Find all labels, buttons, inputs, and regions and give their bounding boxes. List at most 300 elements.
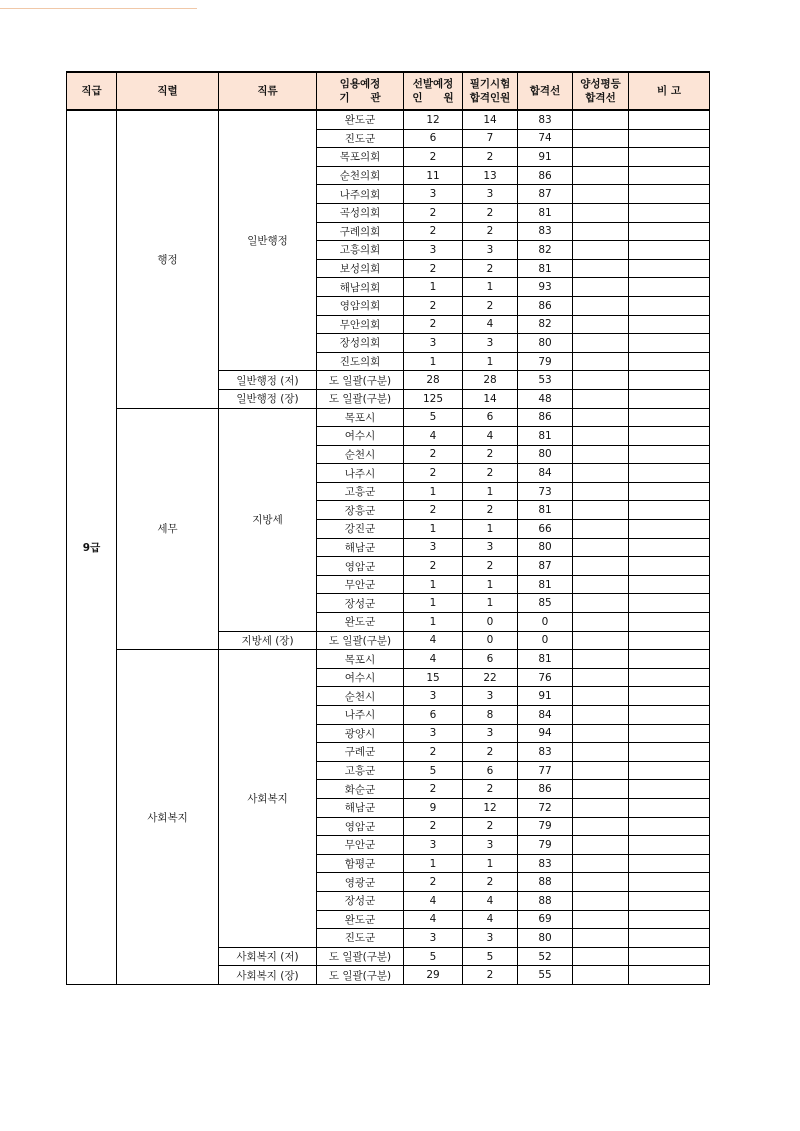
cutoff-cell: 53: [518, 371, 573, 390]
note-cell: [629, 575, 710, 594]
class-cell: 사회복지 (장): [219, 966, 317, 985]
header-row: [67, 72, 710, 110]
planned-cell: 4: [404, 910, 463, 929]
equality-cutoff-cell: [573, 631, 629, 650]
written-passed-cell: 3: [463, 334, 518, 353]
note-cell: [629, 371, 710, 390]
equality-cutoff-cell: [573, 780, 629, 799]
equality-cutoff-cell: [573, 334, 629, 353]
equality-cutoff-cell: [573, 445, 629, 464]
equality-cutoff-cell: [573, 464, 629, 483]
note-cell: [629, 296, 710, 315]
note-cell: [629, 613, 710, 632]
agency-cell: 진도군: [317, 929, 404, 948]
equality-cutoff-cell: [573, 854, 629, 873]
note-cell: [629, 315, 710, 334]
agency-cell: 구례군: [317, 743, 404, 762]
note-cell: [629, 427, 710, 446]
header-class: 직류: [219, 72, 317, 110]
agency-cell: 고흥군: [317, 761, 404, 780]
equality-cutoff-cell: [573, 947, 629, 966]
note-cell: [629, 594, 710, 613]
class-cell: 일반행정 (장): [219, 389, 317, 408]
cutoff-cell: 91: [518, 148, 573, 167]
agency-cell: 무안군: [317, 836, 404, 855]
written-passed-cell: 3: [463, 538, 518, 557]
agency-cell: 순천의회: [317, 166, 404, 185]
header-agency-line2: 기 관: [339, 92, 381, 104]
planned-cell: 5: [404, 408, 463, 427]
equality-cutoff-cell: [573, 557, 629, 576]
note-cell: [629, 910, 710, 929]
agency-cell: 해남군: [317, 538, 404, 557]
cutoff-cell: 55: [518, 966, 573, 985]
cutoff-cell: 82: [518, 241, 573, 260]
written-passed-cell: 4: [463, 315, 518, 334]
planned-cell: 2: [404, 743, 463, 762]
cutoff-cell: 79: [518, 352, 573, 371]
equality-cutoff-cell: [573, 203, 629, 222]
equality-cutoff-cell: [573, 706, 629, 725]
note-cell: [629, 334, 710, 353]
note-cell: [629, 817, 710, 836]
cutoff-cell: 88: [518, 891, 573, 910]
agency-cell: 순천시: [317, 687, 404, 706]
note-cell: [629, 538, 710, 557]
equality-cutoff-cell: [573, 575, 629, 594]
equality-cutoff-cell: [573, 296, 629, 315]
note-cell: [629, 836, 710, 855]
written-passed-cell: 1: [463, 520, 518, 539]
planned-cell: 3: [404, 241, 463, 260]
equality-cutoff-cell: [573, 520, 629, 539]
note-cell: [629, 166, 710, 185]
cutoff-cell: 86: [518, 166, 573, 185]
cutoff-cell: 83: [518, 110, 573, 129]
written-passed-cell: 2: [463, 222, 518, 241]
class-cell: 일반행정: [219, 110, 317, 371]
planned-cell: 2: [404, 148, 463, 167]
equality-cutoff-cell: [573, 650, 629, 669]
planned-cell: 29: [404, 966, 463, 985]
written-passed-cell: 4: [463, 910, 518, 929]
equality-cutoff-cell: [573, 129, 629, 148]
class-cell: 일반행정 (저): [219, 371, 317, 390]
written-passed-cell: 0: [463, 631, 518, 650]
equality-cutoff-cell: [573, 371, 629, 390]
written-passed-cell: 4: [463, 891, 518, 910]
header-equality-cutoff: [573, 72, 629, 110]
note-cell: [629, 966, 710, 985]
written-passed-cell: 6: [463, 761, 518, 780]
planned-cell: 125: [404, 389, 463, 408]
written-passed-cell: 12: [463, 798, 518, 817]
series-cell: 세무: [117, 408, 219, 650]
agency-cell: 도 일괄(구분): [317, 631, 404, 650]
agency-cell: 여수시: [317, 668, 404, 687]
series-cell: 행정: [117, 110, 219, 408]
planned-cell: 2: [404, 557, 463, 576]
agency-cell: 구례의회: [317, 222, 404, 241]
cutoff-cell: 85: [518, 594, 573, 613]
written-passed-cell: 2: [463, 501, 518, 520]
written-passed-cell: 3: [463, 687, 518, 706]
agency-cell: 영암군: [317, 817, 404, 836]
note-cell: [629, 650, 710, 669]
planned-cell: 3: [404, 724, 463, 743]
equality-cutoff-cell: [573, 222, 629, 241]
note-cell: [629, 947, 710, 966]
written-passed-cell: 2: [463, 464, 518, 483]
cutoff-cell: 80: [518, 929, 573, 948]
header-agency: [317, 72, 404, 110]
planned-cell: 4: [404, 650, 463, 669]
cutoff-cell: 74: [518, 129, 573, 148]
note-cell: [629, 408, 710, 427]
header-planned-line1: 선발예정: [412, 77, 454, 90]
agency-cell: 완도군: [317, 613, 404, 632]
written-passed-cell: 6: [463, 650, 518, 669]
written-passed-cell: 2: [463, 259, 518, 278]
written-passed-cell: 7: [463, 129, 518, 148]
agency-cell: 무안군: [317, 575, 404, 594]
header-written-line1: 필기시험: [469, 77, 511, 90]
note-cell: [629, 203, 710, 222]
note-cell: [629, 761, 710, 780]
equality-cutoff-cell: [573, 594, 629, 613]
agency-cell: 영암의회: [317, 296, 404, 315]
cutoff-cell: 81: [518, 650, 573, 669]
cutoff-cell: 84: [518, 464, 573, 483]
planned-cell: 11: [404, 166, 463, 185]
written-passed-cell: 2: [463, 743, 518, 762]
written-passed-cell: 3: [463, 241, 518, 260]
series-cell: 사회복지: [117, 650, 219, 985]
cutoff-cell: 83: [518, 743, 573, 762]
planned-cell: 6: [404, 129, 463, 148]
note-cell: [629, 929, 710, 948]
table-row: [67, 110, 710, 129]
cutoff-cell: 88: [518, 873, 573, 892]
equality-cutoff-cell: [573, 166, 629, 185]
cutoff-cell: 80: [518, 445, 573, 464]
header-grade: 직급: [67, 72, 117, 110]
note-cell: [629, 352, 710, 371]
equality-cutoff-cell: [573, 259, 629, 278]
written-passed-cell: 1: [463, 352, 518, 371]
planned-cell: 1: [404, 594, 463, 613]
planned-cell: 2: [404, 817, 463, 836]
equality-cutoff-cell: [573, 761, 629, 780]
equality-cutoff-cell: [573, 148, 629, 167]
header-note: 비 고: [629, 72, 710, 110]
note-cell: [629, 501, 710, 520]
agency-cell: 화순군: [317, 780, 404, 799]
planned-cell: 4: [404, 891, 463, 910]
written-passed-cell: 1: [463, 482, 518, 501]
equality-cutoff-cell: [573, 482, 629, 501]
agency-cell: 고흥의회: [317, 241, 404, 260]
grade-cell: 9급: [67, 110, 117, 984]
equality-cutoff-cell: [573, 743, 629, 762]
cutoff-cell: 66: [518, 520, 573, 539]
cutoff-cell: 76: [518, 668, 573, 687]
agency-cell: 도 일괄(구분): [317, 389, 404, 408]
cutoff-cell: 72: [518, 798, 573, 817]
header-cutoff: 합격선: [518, 72, 573, 110]
planned-cell: 2: [404, 296, 463, 315]
equality-cutoff-cell: [573, 798, 629, 817]
planned-cell: 5: [404, 761, 463, 780]
planned-cell: 5: [404, 947, 463, 966]
agency-cell: 영광군: [317, 873, 404, 892]
planned-cell: 2: [404, 315, 463, 334]
cutoff-cell: 83: [518, 222, 573, 241]
agency-cell: 완도군: [317, 110, 404, 129]
agency-cell: 보성의회: [317, 259, 404, 278]
equality-cutoff-cell: [573, 352, 629, 371]
agency-cell: 함평군: [317, 854, 404, 873]
planned-cell: 3: [404, 836, 463, 855]
cutoff-cell: 84: [518, 706, 573, 725]
planned-cell: 1: [404, 854, 463, 873]
planned-cell: 2: [404, 501, 463, 520]
note-cell: [629, 687, 710, 706]
written-passed-cell: 2: [463, 445, 518, 464]
equality-cutoff-cell: [573, 687, 629, 706]
cutoff-cell: 52: [518, 947, 573, 966]
note-cell: [629, 724, 710, 743]
written-passed-cell: 14: [463, 389, 518, 408]
agency-cell: 진도군: [317, 129, 404, 148]
planned-cell: 4: [404, 631, 463, 650]
written-passed-cell: 4: [463, 427, 518, 446]
cutoff-cell: 86: [518, 408, 573, 427]
agency-cell: 무안의회: [317, 315, 404, 334]
equality-cutoff-cell: [573, 668, 629, 687]
cutoff-cell: 94: [518, 724, 573, 743]
equality-cutoff-cell: [573, 724, 629, 743]
note-cell: [629, 798, 710, 817]
agency-cell: 여수시: [317, 427, 404, 446]
planned-cell: 2: [404, 445, 463, 464]
note-cell: [629, 464, 710, 483]
equality-cutoff-cell: [573, 836, 629, 855]
note-cell: [629, 222, 710, 241]
equality-cutoff-cell: [573, 389, 629, 408]
written-passed-cell: 22: [463, 668, 518, 687]
planned-cell: 2: [404, 873, 463, 892]
equality-cutoff-cell: [573, 891, 629, 910]
equality-cutoff-cell: [573, 538, 629, 557]
note-cell: [629, 129, 710, 148]
agency-cell: 순천시: [317, 445, 404, 464]
planned-cell: 3: [404, 538, 463, 557]
planned-cell: 2: [404, 203, 463, 222]
cutoff-cell: 93: [518, 278, 573, 297]
note-cell: [629, 185, 710, 204]
written-passed-cell: 2: [463, 780, 518, 799]
equality-cutoff-cell: [573, 873, 629, 892]
agency-cell: 목포시: [317, 650, 404, 669]
written-passed-cell: 2: [463, 873, 518, 892]
note-cell: [629, 631, 710, 650]
note-cell: [629, 706, 710, 725]
planned-cell: 1: [404, 575, 463, 594]
written-passed-cell: 2: [463, 966, 518, 985]
equality-cutoff-cell: [573, 185, 629, 204]
planned-cell: 3: [404, 334, 463, 353]
cutoff-cell: 48: [518, 389, 573, 408]
header-equality-line1: 양성평등: [580, 77, 621, 90]
note-cell: [629, 259, 710, 278]
planned-cell: 1: [404, 482, 463, 501]
cutoff-cell: 80: [518, 334, 573, 353]
written-passed-cell: 1: [463, 278, 518, 297]
cutoff-cell: 91: [518, 687, 573, 706]
cutoff-cell: 86: [518, 296, 573, 315]
note-cell: [629, 110, 710, 129]
class-cell: 사회복지: [219, 650, 317, 948]
table-body: [67, 110, 710, 984]
planned-cell: 1: [404, 278, 463, 297]
written-passed-cell: 2: [463, 557, 518, 576]
cutoff-cell: 69: [518, 910, 573, 929]
written-passed-cell: 3: [463, 836, 518, 855]
agency-cell: 영암군: [317, 557, 404, 576]
note-cell: [629, 389, 710, 408]
agency-cell: 도 일괄(구분): [317, 966, 404, 985]
agency-cell: 진도의회: [317, 352, 404, 371]
written-passed-cell: 2: [463, 203, 518, 222]
written-passed-cell: 8: [463, 706, 518, 725]
cutoff-cell: 0: [518, 613, 573, 632]
written-passed-cell: 1: [463, 594, 518, 613]
table-row: [67, 650, 710, 669]
note-cell: [629, 780, 710, 799]
agency-cell: 목포의회: [317, 148, 404, 167]
written-passed-cell: 3: [463, 724, 518, 743]
written-passed-cell: 1: [463, 854, 518, 873]
header-equality-line2: 합격선: [585, 92, 616, 104]
agency-cell: 목포시: [317, 408, 404, 427]
equality-cutoff-cell: [573, 241, 629, 260]
top-accent-line: [0, 8, 197, 9]
written-passed-cell: 28: [463, 371, 518, 390]
note-cell: [629, 873, 710, 892]
written-passed-cell: 1: [463, 575, 518, 594]
agency-cell: 광양시: [317, 724, 404, 743]
written-passed-cell: 2: [463, 296, 518, 315]
cutoff-cell: 77: [518, 761, 573, 780]
equality-cutoff-cell: [573, 427, 629, 446]
table-row: [67, 408, 710, 427]
agency-cell: 도 일괄(구분): [317, 947, 404, 966]
note-cell: [629, 520, 710, 539]
header-written-passed: [463, 72, 518, 110]
note-cell: [629, 668, 710, 687]
agency-cell: 고흥군: [317, 482, 404, 501]
cutoff-cell: 81: [518, 501, 573, 520]
written-passed-cell: 13: [463, 166, 518, 185]
cutoff-cell: 81: [518, 575, 573, 594]
header-written-line2: 합격인원: [469, 92, 511, 104]
planned-cell: 1: [404, 613, 463, 632]
class-cell: 지방세: [219, 408, 317, 631]
planned-cell: 6: [404, 706, 463, 725]
cutoff-cell: 0: [518, 631, 573, 650]
results-table: [66, 71, 710, 985]
equality-cutoff-cell: [573, 408, 629, 427]
planned-cell: 2: [404, 222, 463, 241]
note-cell: [629, 278, 710, 297]
cutoff-cell: 81: [518, 427, 573, 446]
cutoff-cell: 79: [518, 817, 573, 836]
note-cell: [629, 743, 710, 762]
written-passed-cell: 3: [463, 185, 518, 204]
planned-cell: 2: [404, 780, 463, 799]
written-passed-cell: 2: [463, 148, 518, 167]
agency-cell: 장성의회: [317, 334, 404, 353]
header-planned-line2: 인 원: [412, 92, 454, 104]
cutoff-cell: 82: [518, 315, 573, 334]
agency-cell: 곡성의회: [317, 203, 404, 222]
note-cell: [629, 891, 710, 910]
header-series: 직렬: [117, 72, 219, 110]
written-passed-cell: 2: [463, 817, 518, 836]
cutoff-cell: 81: [518, 203, 573, 222]
agency-cell: 해남군: [317, 798, 404, 817]
written-passed-cell: 14: [463, 110, 518, 129]
note-cell: [629, 445, 710, 464]
planned-cell: 1: [404, 352, 463, 371]
agency-cell: 장성군: [317, 594, 404, 613]
cutoff-cell: 81: [518, 259, 573, 278]
cutoff-cell: 79: [518, 836, 573, 855]
cutoff-cell: 83: [518, 854, 573, 873]
planned-cell: 15: [404, 668, 463, 687]
written-passed-cell: 0: [463, 613, 518, 632]
equality-cutoff-cell: [573, 966, 629, 985]
header-agency-line1: 임용예정: [339, 77, 381, 90]
planned-cell: 3: [404, 929, 463, 948]
written-passed-cell: 5: [463, 947, 518, 966]
agency-cell: 나주시: [317, 706, 404, 725]
planned-cell: 4: [404, 427, 463, 446]
class-cell: 지방세 (장): [219, 631, 317, 650]
planned-cell: 12: [404, 110, 463, 129]
class-cell: 사회복지 (저): [219, 947, 317, 966]
cutoff-cell: 87: [518, 557, 573, 576]
agency-cell: 나주의회: [317, 185, 404, 204]
agency-cell: 도 일괄(구분): [317, 371, 404, 390]
note-cell: [629, 557, 710, 576]
note-cell: [629, 241, 710, 260]
equality-cutoff-cell: [573, 278, 629, 297]
note-cell: [629, 854, 710, 873]
agency-cell: 나주시: [317, 464, 404, 483]
cutoff-cell: 87: [518, 185, 573, 204]
equality-cutoff-cell: [573, 110, 629, 129]
note-cell: [629, 482, 710, 501]
equality-cutoff-cell: [573, 501, 629, 520]
planned-cell: 28: [404, 371, 463, 390]
agency-cell: 해남의회: [317, 278, 404, 297]
planned-cell: 1: [404, 520, 463, 539]
planned-cell: 2: [404, 259, 463, 278]
equality-cutoff-cell: [573, 613, 629, 632]
planned-cell: 9: [404, 798, 463, 817]
